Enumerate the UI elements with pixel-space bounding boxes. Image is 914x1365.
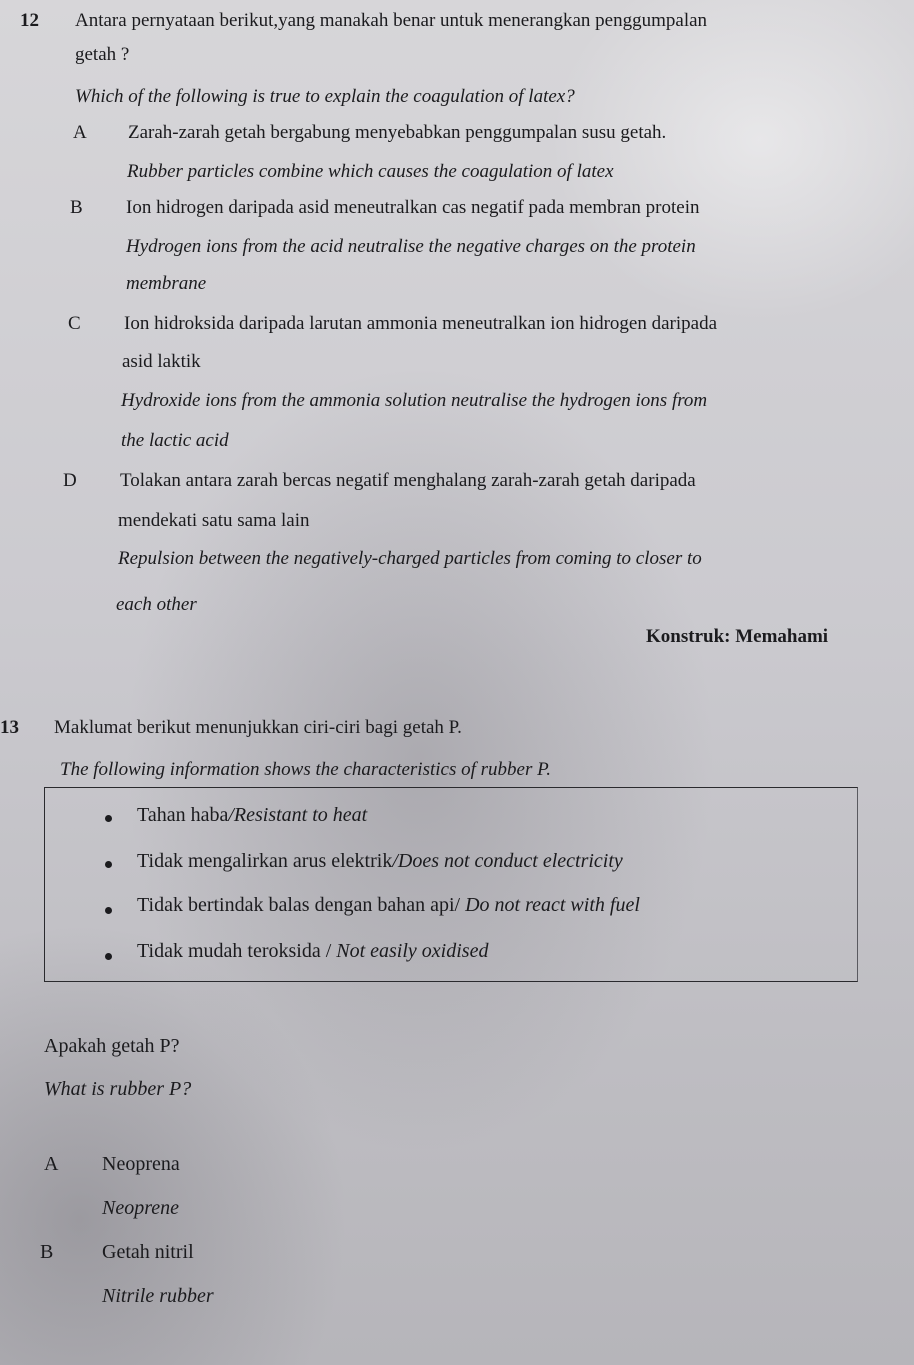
bullet-icon [105,815,112,822]
q12-option-d-en-line2: each other [116,594,197,615]
q12-option-b-letter[interactable]: B [70,197,83,218]
q12-option-c-ms-line1: Ion hidroksida daripada larutan ammonia meneutralkan ion hidrogen daripada [124,313,718,334]
q12-option-c-letter[interactable]: C [68,313,81,334]
question-13-text-en: What is rubber P? [44,1078,192,1100]
q12-option-b-en-line2: membrane [126,273,207,294]
question-12-text-ms-line2: getah ? [75,44,130,65]
bullet-icon [105,907,112,914]
info-item-3: Tidak bertindak balas dengan bahan api/ Do not react with fuel [137,894,640,916]
question-13-text-ms: Apakah getah P? [44,1035,180,1057]
question-13-number: 13 [0,717,19,738]
info-item-4: Tidak mudah teroksida / Not easily oxidised [137,940,489,962]
question-12-number: 12 [20,10,39,31]
q12-option-a-ms: Zarah-zarah getah bergabung menyebabkan penggumpalan susu getah. [128,122,667,143]
bullet-icon [105,953,112,960]
question-12-text-ms-line1: Antara pernyataan berikut,yang manakah benar untuk menerangkan penggumpalan [75,10,708,31]
q12-option-b-ms: Ion hidrogen daripada asid meneutralkan cas negatif pada membran protein [126,197,700,218]
q12-option-b-en-line1: Hydrogen ions from the acid neutralise the negative charges on the protein [126,236,696,257]
info-box [44,787,858,982]
q13-option-a-letter[interactable]: A [44,1153,59,1175]
bullet-icon [105,861,112,868]
q12-option-c-en-line2: the lactic acid [121,430,229,451]
question-13-intro-ms: Maklumat berikut menunjukkan ciri-ciri bagi getah P. [54,717,462,738]
q12-option-d-en-line1: Repulsion between the negatively-charged particles from coming to closer to [118,548,702,569]
q12-option-d-ms-line2: mendekati satu sama lain [118,510,310,531]
info-item-2: Tidak mengalirkan arus elektrik/Does not conduct electricity [137,850,623,872]
q13-option-a-ms: Neoprena [102,1153,180,1175]
q12-option-d-ms-line1: Tolakan antara zarah bercas negatif menghalang zarah-zarah getah daripada [120,470,696,491]
info-item-1: Tahan haba/Resistant to heat [137,804,368,826]
q13-option-b-en: Nitrile rubber [102,1285,214,1307]
q12-option-a-en: Rubber particles combine which causes the coagulation of latex [127,161,614,182]
q12-option-a-letter[interactable]: A [73,122,87,143]
question-13-intro-en: The following information shows the characteristics of rubber P. [60,759,552,780]
question-12-text-en: Which of the following is true to explain the coagulation of latex? [75,86,575,107]
q13-option-b-ms: Getah nitril [102,1241,194,1263]
q12-option-c-en-line1: Hydroxide ions from the ammonia solution neutralise the hydrogen ions from [121,390,708,411]
q12-option-d-letter[interactable]: D [63,470,77,491]
construct-label: Konstruk: Memahami [646,626,829,647]
q13-option-b-letter[interactable]: B [40,1241,54,1263]
q12-option-c-ms-line2: asid laktik [122,351,201,372]
q13-option-a-en: Neoprene [102,1197,180,1219]
